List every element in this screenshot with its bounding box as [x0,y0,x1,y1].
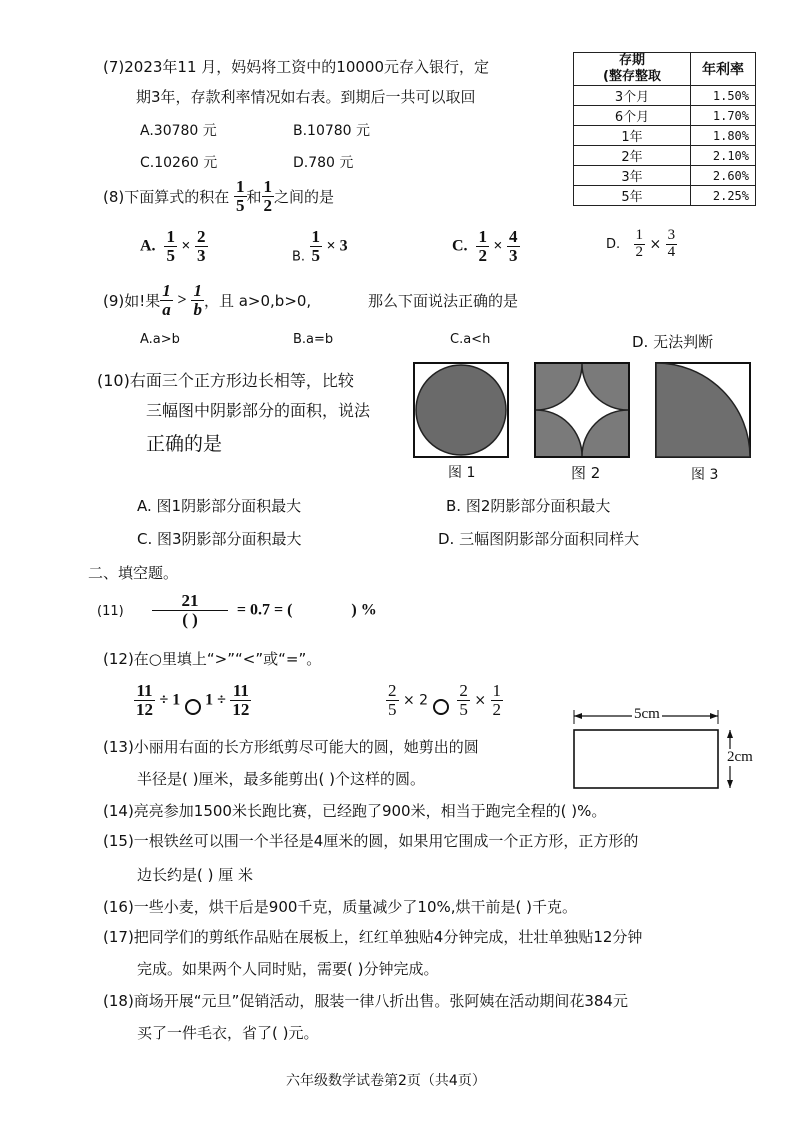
q16: (16)一些小麦，烘干后是900千克，质量减少了10%,烘干前是( )千克。 [103,898,578,916]
q10-line1: (10)右面三个正方形边长相等，比较 [97,371,354,390]
table-header-period: 存期 (整存整取 [574,53,691,86]
table-row: 6个月 1.70% [574,106,756,126]
q12-expression-1: $\frac{11}{12}$ ÷ 1 1 ÷ $\frac{11}{12}$ [136,681,250,719]
compare-circle-2[interactable] [433,699,449,715]
q7-line2: 期3年，存款利率情况如右表。到期后一共可以取回 [136,88,476,106]
table-row: 2年 2.10% [574,146,756,166]
table-row: 3个月 1.50% [574,86,756,106]
table-row: 1年 1.80% [574,126,756,146]
rectangle-width-label: 5cm [634,706,660,722]
q7-line1: (7)2023年11 月，妈妈将工资中的10000元存入银行，定 [103,58,489,76]
q14: (14)亮亮参加1500米长跑比赛，已经跑了900米，相当于跑完全程的( )%。 [103,802,607,820]
q17-line2: 完成。如果两个人同时贴，需要( )分钟完成。 [137,960,439,978]
q7-option-c: C.10260 元 [140,155,218,171]
q9-tail: 那么下面说法正确的是 [368,292,519,310]
q9-option-d: D. 无法判断 [632,333,714,351]
q8-option-a: A. $\frac{1}{5}$ × $\frac{2}{3}$ [140,227,206,265]
q8-stem: (8)下面算式的积在 $\frac{1}{5}$ 和 $\frac{1}{2}$ 之间的是 [103,177,335,215]
q15-line2: 边长约是( ) 厘 米 [137,866,254,884]
figure-1-circle-in-square [413,362,509,458]
q13-line2: 半径是( )厘米，最多能剪出( )个这样的圆。 [137,770,425,788]
q15-line1: (15)一根铁丝可以围一个半径是4厘米的圆，如果用它围成一个正方形，正方形的 [103,832,639,850]
q10-line3: 正确的是 [146,433,223,455]
q9-stem: (9)如!果 $\frac{1}{a}$ > $\frac{1}{b}$ ，且 a>0,b>0, [103,281,312,319]
figure-2-label: 图 2 [571,464,601,482]
page-footer: 六年级数学试卷第2页（共4页） [286,1073,486,1089]
q11-label: (11) [97,604,124,619]
q7-option-a: A.30780 元 [140,123,217,139]
q12-expression-2: $\frac{2}{5}$ × 2 $\frac{2}{5}$ × $\frac{1}{2}$ [388,681,502,719]
q7-option-b: B.10780 元 [293,123,371,139]
table-row: 5年 2.25% [574,186,756,206]
q9-option-a: A.a>b [140,332,180,347]
q9-option-b: B.a=b [293,332,334,347]
q13-line1: (13)小丽用右面的长方形纸剪尽可能大的圆，她剪出的圆 [103,738,479,756]
rectangle-height-label: 2cm [727,749,753,765]
q10-option-b: B. 图2阴影部分面积最大 [446,497,611,515]
q10-option-a: A. 图1阴影部分面积最大 [137,497,302,515]
q11-expression: $\frac{21}{( )}$ = 0.7 = ( ) % [152,592,377,629]
table-row: 3年 2.60% [574,166,756,186]
interest-rate-table [573,52,756,206]
q17-line1: (17)把同学们的剪纸作品贴在展板上，红红单独贴4分钟完成，壮壮单独贴12分钟 [103,928,643,946]
table-header-rate: 年利率 [691,53,756,86]
q9-option-c: C.a<h [450,332,491,347]
q18-line1: (18)商场开展“元旦”促销活动，服装一律八折出售。张阿姨在活动期间花384元 [103,992,628,1010]
q10-line2: 三幅图中阴影部分的面积，说法 [146,401,371,420]
q10-option-d: D. 三幅图阴影部分面积同样大 [438,530,640,548]
q10-option-c: C. 图3阴影部分面积最大 [137,530,302,548]
figure-3-label: 图 3 [691,467,719,483]
figure-1-label: 图 1 [448,465,476,481]
section-title-fill-in: 二、填空题。 [88,564,179,582]
figure-2-quarter-circles [534,362,630,458]
q12-stem: (12)在○里填上“>”“<”或“=”。 [103,650,322,668]
q7-option-d: D.780 元 [293,155,354,171]
q8-option-d: D. $\frac{1}{2}$ × $\frac{3}{4}$ [606,227,676,260]
q8-option-b: B. $\frac{1}{5}$ × 3 [292,227,348,265]
q8-option-c: C. $\frac{1}{2}$ × $\frac{4}{3}$ [452,227,518,265]
compare-circle-1[interactable] [185,699,201,715]
figure-3-quarter-circle [655,362,751,458]
q18-line2: 买了一件毛衣，省了( )元。 [137,1024,319,1042]
